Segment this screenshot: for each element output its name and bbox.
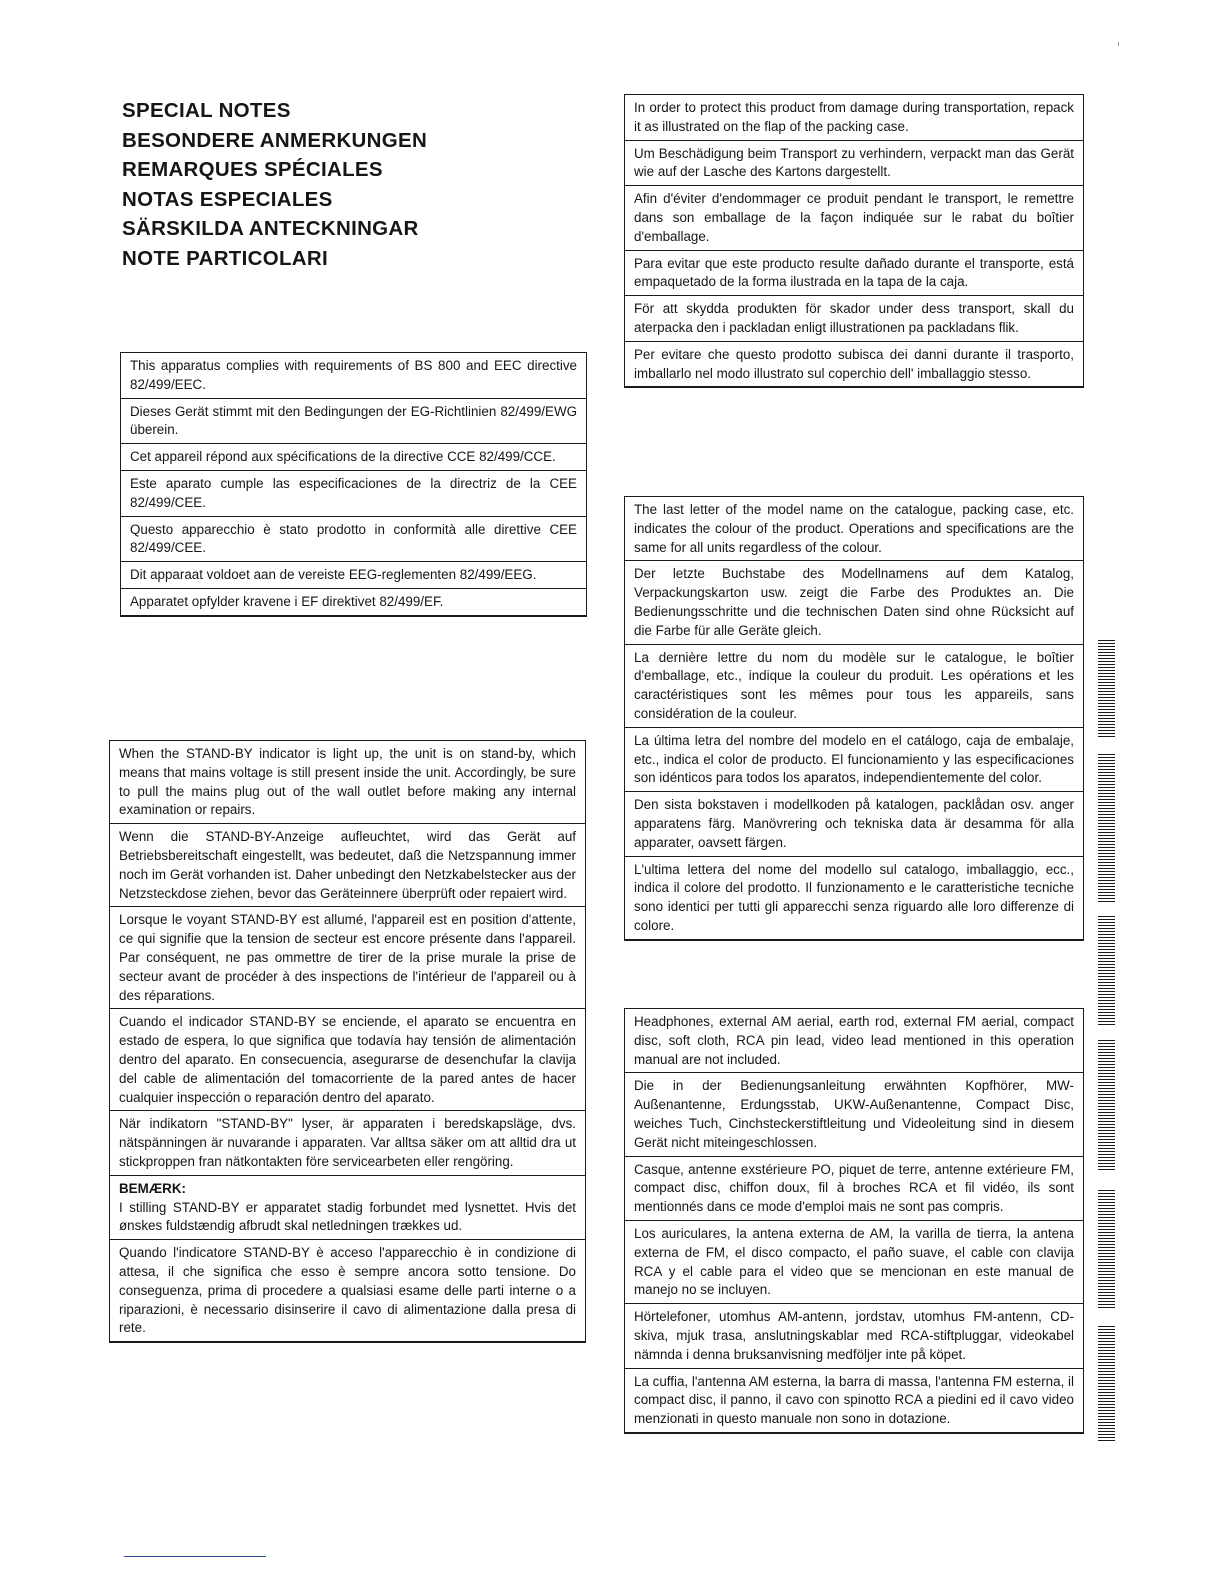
registration-bar-4 [1098, 1040, 1115, 1170]
title-sv: SÄRSKILDA ANTECKNINGAR [122, 217, 419, 240]
title-de: BESONDERE ANMERKUNGEN [122, 128, 428, 152]
standby-text: When the STAND-BY indicator is light up, the unit is on stand-by, which means that mains voltage is still present inside the unit. Accordingly, be sure to pull the mains plug out of the wall outlet before making any internal examination or repairs. [119, 746, 576, 818]
compliance-da [121, 589, 586, 615]
compliance-en [121, 353, 586, 399]
compliance-text: Cet appareil répond aux spécifications de la directive CCE 82/499/CCE. [130, 449, 556, 465]
colour-text: Den sista bokstaven i modellkoden på katalogen, packlådan osv. anger apparatens färg. Manövrering och tekniska data är desamma för alla apparater, oavsett färgen. [634, 797, 1074, 850]
colour-en [625, 497, 1083, 561]
compliance-fr [121, 444, 586, 471]
standby-text: När indikatorn "STAND-BY" lyser, är apparaten i beredskapsläge, dvs. nätspänningen är nuvarande i apparaten. Var alltsa säker om att alltid dra ut stickproppen fran nätkontakten före servicearbeten eller rengöring. [119, 1116, 576, 1169]
packing-text: Per evitare che questo prodotto subisca dei danni durante il trasporto, imballarlo nel modo illustrato sul coperchio dell' imballaggio stesso. [634, 346, 1074, 381]
title-en: SPECIAL NOTES [122, 99, 291, 122]
standby-da [110, 1176, 585, 1240]
title-es: NOTAS ESPECIALES [122, 187, 333, 211]
registration-bar-5 [1098, 1190, 1115, 1310]
packing-fr [625, 186, 1083, 250]
colour-text: La dernière lettre du nom du modèle sur le catalogue, le boîtier d'emballage, etc., indique la couleur du produit. Les opérations et les caractéristiques sont les mêmes pour tous les appareils, sans considération de la couleur. [634, 649, 1074, 721]
compliance-text: Este aparato cumple las especificaciones de la directriz de la CEE 82/499/CEE. [130, 475, 577, 510]
registration-bar-3 [1098, 916, 1115, 1026]
packing-it [625, 342, 1083, 387]
accessories-text: La cuffia, l'antenna AM esterna, la barra di massa, l'antenna FM esterna, il compact disc, il panno, il cavo con spinotto RCA a piedini ed il cavo video menzionati in questo manuale non sono in dotazione. [634, 1373, 1074, 1427]
packing-text: Afin d'éviter d'endommager ce produit pendant le transport, le remettre dans son emballage de la façon indiquée sur le rabat du boîtier d'emballage. [634, 191, 1074, 244]
accessories-es [625, 1221, 1083, 1304]
compliance-text: This apparatus complies with requirements of BS 800 and EEC directive 82/499/EEC. [130, 358, 577, 392]
registration-bar-1 [1098, 640, 1115, 738]
standby-text: Wenn die STAND-BY-Anzeige aufleuchtet, wird das Gerät auf Betriebsbereitschaft eingestellt, was bedeutet, daß die Netzspannung immer noch im Gerät vorhanden ist. Daher unbedingt den Netzkabelstecker aus der Netzsteckdose ziehen, bevor das Geräteinnere überprüft oder repaiert wird. [119, 829, 576, 901]
packing-text: Para evitar que este producto resulte dañado durante el transporte, está empaquetado de la forma ilustrada en la tapa de la caja. [634, 255, 1074, 290]
compliance-text: Dieses Gerät stimmt mit den Bedingungen der EG-Richtlinien 82/499/EWG überein. [130, 403, 577, 438]
packing-sv [625, 296, 1083, 342]
accessories-de [625, 1073, 1083, 1156]
standby-de [110, 824, 585, 907]
footer-rule [124, 1556, 266, 1557]
colour-sv [625, 792, 1083, 856]
compliance-it [121, 517, 586, 563]
colour-es [625, 728, 1083, 792]
packing-es [625, 251, 1083, 297]
accessories-it [625, 1369, 1083, 1432]
compliance-text: Questo apparecchio è stato prodotto in conformità alle direttive CEE 82/499/CEE. [130, 521, 577, 556]
standby-box [109, 740, 586, 1343]
accessories-fr [625, 1157, 1083, 1221]
colour-fr [625, 645, 1083, 728]
packing-text: För att skydda produkten för skador under dess transport, skall du aterpacka den i packladan enligt illustrationen pa packladans flik. [634, 301, 1074, 335]
title-fr: REMARQUES SPÉCIALES [122, 158, 383, 181]
accessories-text: Die in der Bedienungsanleitung erwähnten Kopfhörer, MW-Außenantenne, Erdungsstab, UKW-Außenantenne, Compact Disc, weiches Tuch, Cinchsteckerstiftleitung und Videoleitung sind in diesem Gerät nicht miteingeschlossen. [634, 1078, 1074, 1150]
packing-de [625, 141, 1083, 187]
special-notes-titles [122, 96, 562, 273]
colour-text: Der letzte Buchstabe des Modellnamens auf dem Katalog, Verpackungskarton usw. zeigt die Farbe des Produktes an. Die Bedienungsschritte und die technischen Daten sind ohne Rücksicht auf die Farbe für alle Geräte gleich. [634, 566, 1074, 638]
packing-en [625, 95, 1083, 141]
scan-speck [1118, 42, 1119, 46]
standby-text: Lorsque le voyant STAND-BY est allumé, l'appareil est en position d'attente, ce qui signifie que la tension de secteur est encore présente dans l'appareil. Par conséquent, ne pas ommettre de tirer de la prise murale la prise de secteur avant de procéder à des inspections de l'intérieur de l'appareil ou à des réparations. [119, 912, 576, 1003]
packing-text: Um Beschädigung beim Transport zu verhindern, verpackt man das Gerät wie auf der Lasche des Kartons dargestellt. [634, 145, 1074, 180]
compliance-box [120, 352, 587, 617]
standby-text: I stilling STAND-BY er apparatet stadig forbundet med lysnettet. Hvis det ønskes fuldstændig afbrudt skal netledningen trækkes ud. [119, 1199, 576, 1234]
colour-text: The last letter of the model name on the catalogue, packing case, etc. indicates the colour of the product. Operations and specifications are the same for all units regardless of the colour. [634, 502, 1074, 555]
compliance-de [121, 399, 586, 445]
accessories-box [624, 1008, 1084, 1434]
compliance-es [121, 471, 586, 517]
accessories-text: Hörtelefoner, utomhus AM-antenn, jordstav, utomhus FM-antenn, CD-skiva, mjuk trasa, anslutningskablar med RCA-stiftpluggar, videokabel nämnda i denna bruksanvisning medföljer inte på köpet. [634, 1309, 1074, 1362]
standby-fr [110, 907, 585, 1009]
colour-de [625, 561, 1083, 644]
packing-text: In order to protect this product from damage during transportation, repack it as illustrated on the flap of the packing case. [634, 100, 1074, 134]
registration-bar-6 [1098, 1326, 1115, 1442]
accessories-en [625, 1009, 1083, 1073]
colour-it [625, 857, 1083, 939]
compliance-nl [121, 562, 586, 589]
standby-text: Cuando el indicador STAND-BY se enciende, el aparato se encuentra en estado de espera, lo que significa que todavía hay tensión de alimentación dentro del aparato. En consecuencia, asegurarse de desenchufar la clavija del cable de alimentación del tomacorriente de la pared antes de hacer cualquier inspección o reparación dentro del aparato. [119, 1014, 576, 1105]
accessories-text: Headphones, external AM aerial, earth rod, external FM aerial, compact disc, soft cloth, RCA pin lead, video lead mentioned in this operation manual are not included. [634, 1014, 1074, 1067]
standby-en [110, 741, 585, 824]
standby-es [110, 1009, 585, 1111]
compliance-text: Apparatet opfylder kravene i EF direktivet 82/499/EF. [130, 593, 444, 609]
standby-da-heading: BEMÆRK: [119, 1180, 186, 1196]
packing-box [624, 94, 1084, 388]
title-it: NOTE PARTICOLARI [122, 246, 328, 270]
accessories-text: Los auriculares, la antena externa de AM, la varilla de tierra, la antena externa de FM, el disco compacto, el paño suave, el cable con clavija RCA y el cable para el video que se mencionan en este manual de manejo no se incluyen. [634, 1225, 1074, 1298]
colour-text: L'ultima lettera del nome del modello sul catalogo, imballaggio, ecc., indica il colore del prodotto. Il funzionamento e le caratteristiche tecniche sono identici per tutti gli apparecchi senza riguardo alle loro differenze di colore. [634, 861, 1074, 933]
standby-text: Quando l'indicatore STAND-BY è acceso l'apparecchio è in condizione di attesa, il che significa che esso è sempre ancora sotto tensione. Do conseguenza, prima di procedere a qualsiasi esame delle parti interne o a riparazioni, è necessario disinserire il cavo di alimentazione dalla presa di rete. [119, 1245, 576, 1336]
accessories-sv [625, 1304, 1083, 1368]
standby-it [110, 1240, 585, 1341]
colour-box [624, 496, 1084, 941]
colour-text: La última letra del nombre del modelo en el catálogo, caja de embalaje, etc., indica el color de producto. El funcionamiento y las especificaciones son idénticos para todos los aparatos, independientemente del color. [634, 732, 1074, 786]
registration-bar-2 [1098, 754, 1115, 904]
accessories-text: Casque, antenne exstérieure PO, piquet de terre, antenne extérieure FM, compact disc, chiffon doux, fil à broches RCA et fil vidéo, ils sont mentionnés dans ce mode d'emploi mais ne sont pas compris. [634, 1161, 1074, 1215]
compliance-text: Dit apparaat voldoet aan de vereiste EEG-reglementen 82/499/EEG. [130, 567, 537, 583]
standby-sv [110, 1111, 585, 1175]
